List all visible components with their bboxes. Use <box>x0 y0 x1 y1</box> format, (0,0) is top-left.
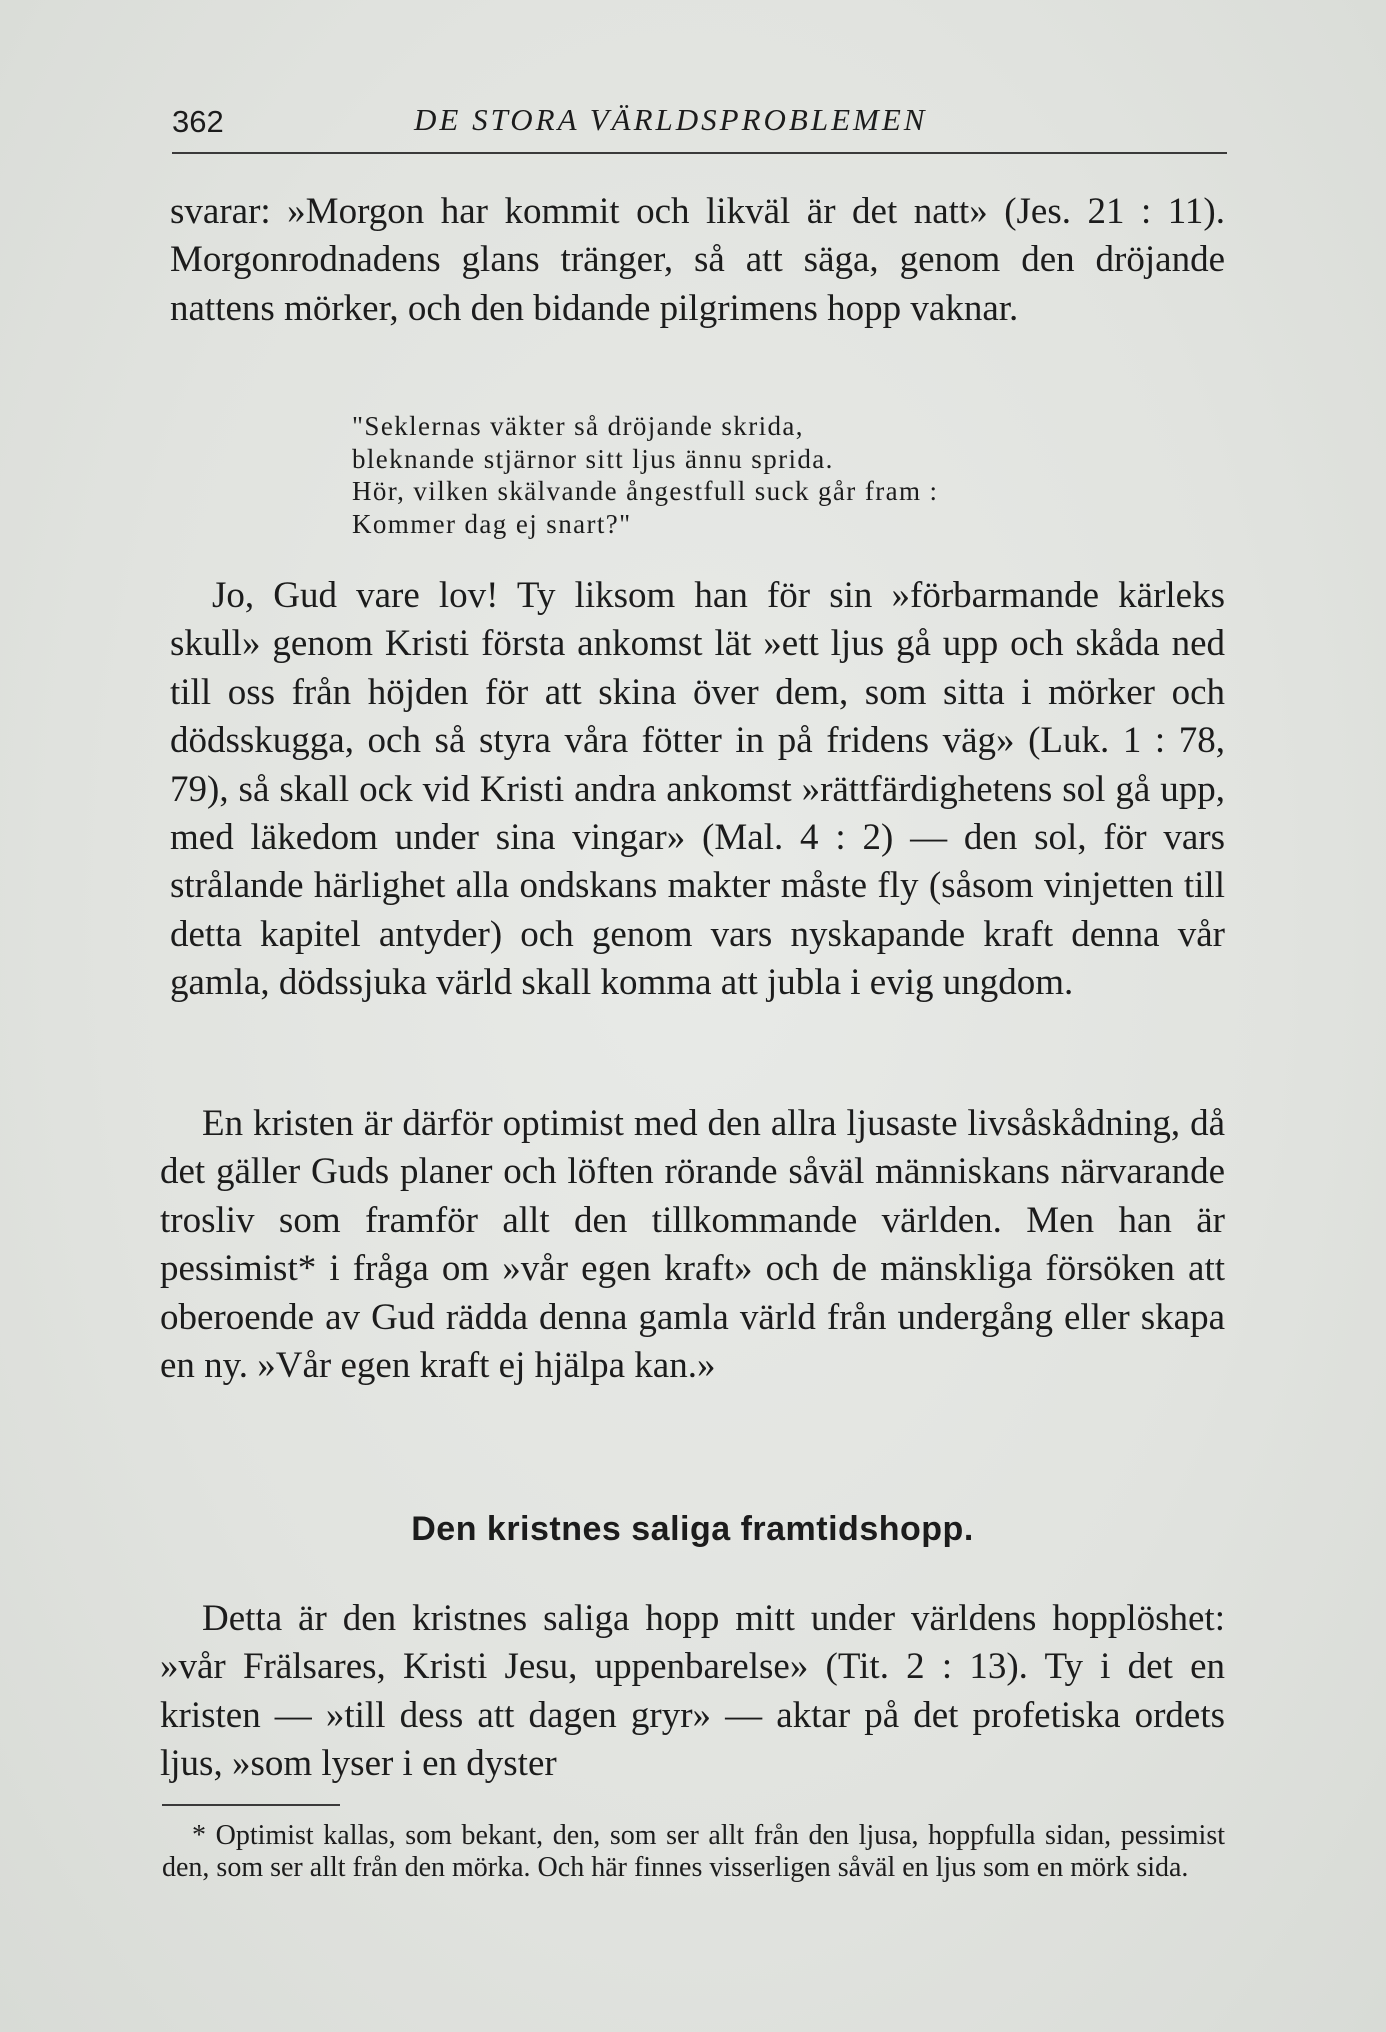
paragraph-2: Jo, Gud vare lov! Ty liksom han för sin »förbarmande kärleks skull» genom Kristi första ankomst lät »ett ljus gå upp och skåda ned till oss från höjden för att skina över dem, som sitta i mörker och dödsskugga, och så styra våra fötter in på fridens väg» (Luk. 1 : 78, 79), så skall ock vid Kristi andra ankomst »rättfärdighetens sol gå upp, med läkedom under sina vingar» (Mal. 4 : 2) — den sol, för vars strålande härlighet alla ondskans makter måste fly (såsom vinjetten till detta kapitel antyder) och genom vars nyskapande kraft denna vår gamla, dödssjuka värld skall komma att jubla i evig ungdom. <box>170 575 1225 1004</box>
page-number: 362 <box>172 104 224 139</box>
page-header <box>172 100 1227 154</box>
poem-quote <box>352 410 1112 540</box>
section-heading: Den kristnes saliga framtidshopp. <box>411 1510 974 1548</box>
footnote: * Optimist kallas, som bekant, den, som ser allt från den ljusa, hoppfulla sidan, pessimist den, som ser allt från den mörka. Och här finnes visserligen såväl en ljus som en mörk sida. <box>162 1820 1225 1883</box>
footnote-divider <box>162 1804 340 1806</box>
poem-line-1: "Seklernas väkter så dröjande skrida, <box>352 411 804 441</box>
paragraph-3: En kristen är därför optimist med den allra ljusaste livsåskådning, då det gäller Guds planer och löften rörande såväl människans närvarande trosliv som framför allt den tillkommande världen. Men han är pessimist* i fråga om »vår egen kraft» och de mänskliga försöken att oberoende av Gud rädda denna gamla värld från undergång eller skapa en ny. »Vår egen kraft ej hjälpa kan.» <box>160 1103 1225 1387</box>
poem-line-3: Hör, vilken skälvande ångestfull suck går fram : <box>352 476 939 506</box>
running-title: DE STORA VÄRLDSPROBLEMEN <box>414 102 928 137</box>
paragraph-1: svarar: »Morgon har kommit och likväl är det natt» (Jes. 21 : 11). Morgonrodnadens glans tränger, så att säga, genom den dröjande nattens mörker, och den bidande pilgrimens hopp vaknar. <box>170 191 1225 329</box>
poem-line-2: bleknande stjärnor sitt ljus ännu sprida. <box>352 443 834 474</box>
paragraph-4: Detta är den kristnes saliga hopp mitt under världens hopplöshet: »vår Frälsares, Kristi Jesu, uppenbarelse» (Tit. 2 : 13). Ty i det en kristen — »till dess att dagen gryr» — aktar på det profetiska ordets ljus, »som lyser i en dyster <box>160 1598 1225 1785</box>
poem-line-4: Kommer dag ej snart?" <box>352 508 632 539</box>
